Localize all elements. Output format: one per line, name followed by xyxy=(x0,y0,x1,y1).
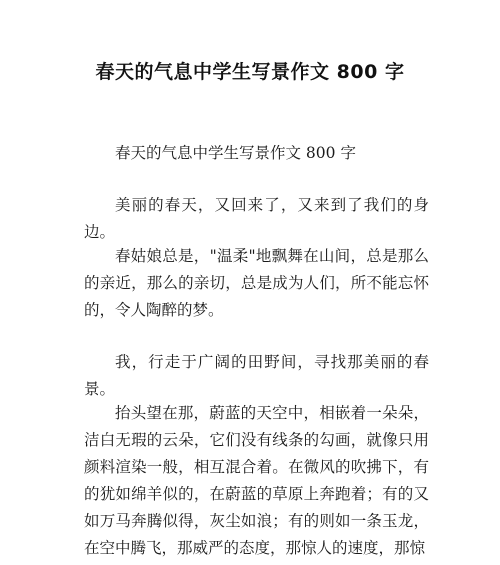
document-title: 春天的气息中学生写景作文 800 字 xyxy=(95,61,405,83)
paragraph-clouds xyxy=(84,400,429,562)
paragraph-intro xyxy=(84,192,429,246)
paragraph: 抬头望在那，蔚蓝的天空中，相嵌着一朵朵，洁白无瑕的云朵，它们没有线条的勾画，就像只用颜料渲染一般，相互混合着。在微风的吹拂下，有的犹如绵羊似的，在蔚蓝的草原上奔跑着；有的又如万马奔腾似得，灰尘如浪；有的则如一条玉龙，在空中腾飞，那威严的态度，那惊人的速度，那惊 xyxy=(84,404,429,557)
paragraph: 春姑娘总是，"温柔"地飘舞在山间，总是那么的亲近，那么的亲切，总是成为人们，所不能忘怀的，令人陶醉的梦。 xyxy=(84,247,429,319)
paragraph: 春天的气息中学生写景作文 800 字 xyxy=(115,144,356,162)
paragraph-subtitle xyxy=(84,140,429,167)
paragraph: 我，行走于广阔的田野间，寻找那美丽的春景。 xyxy=(84,353,429,398)
paragraph: 美丽的春天，又回来了，又来到了我们的身边。 xyxy=(84,196,429,241)
paragraph-fields xyxy=(84,349,429,403)
paragraph-spring-girl xyxy=(84,243,429,324)
